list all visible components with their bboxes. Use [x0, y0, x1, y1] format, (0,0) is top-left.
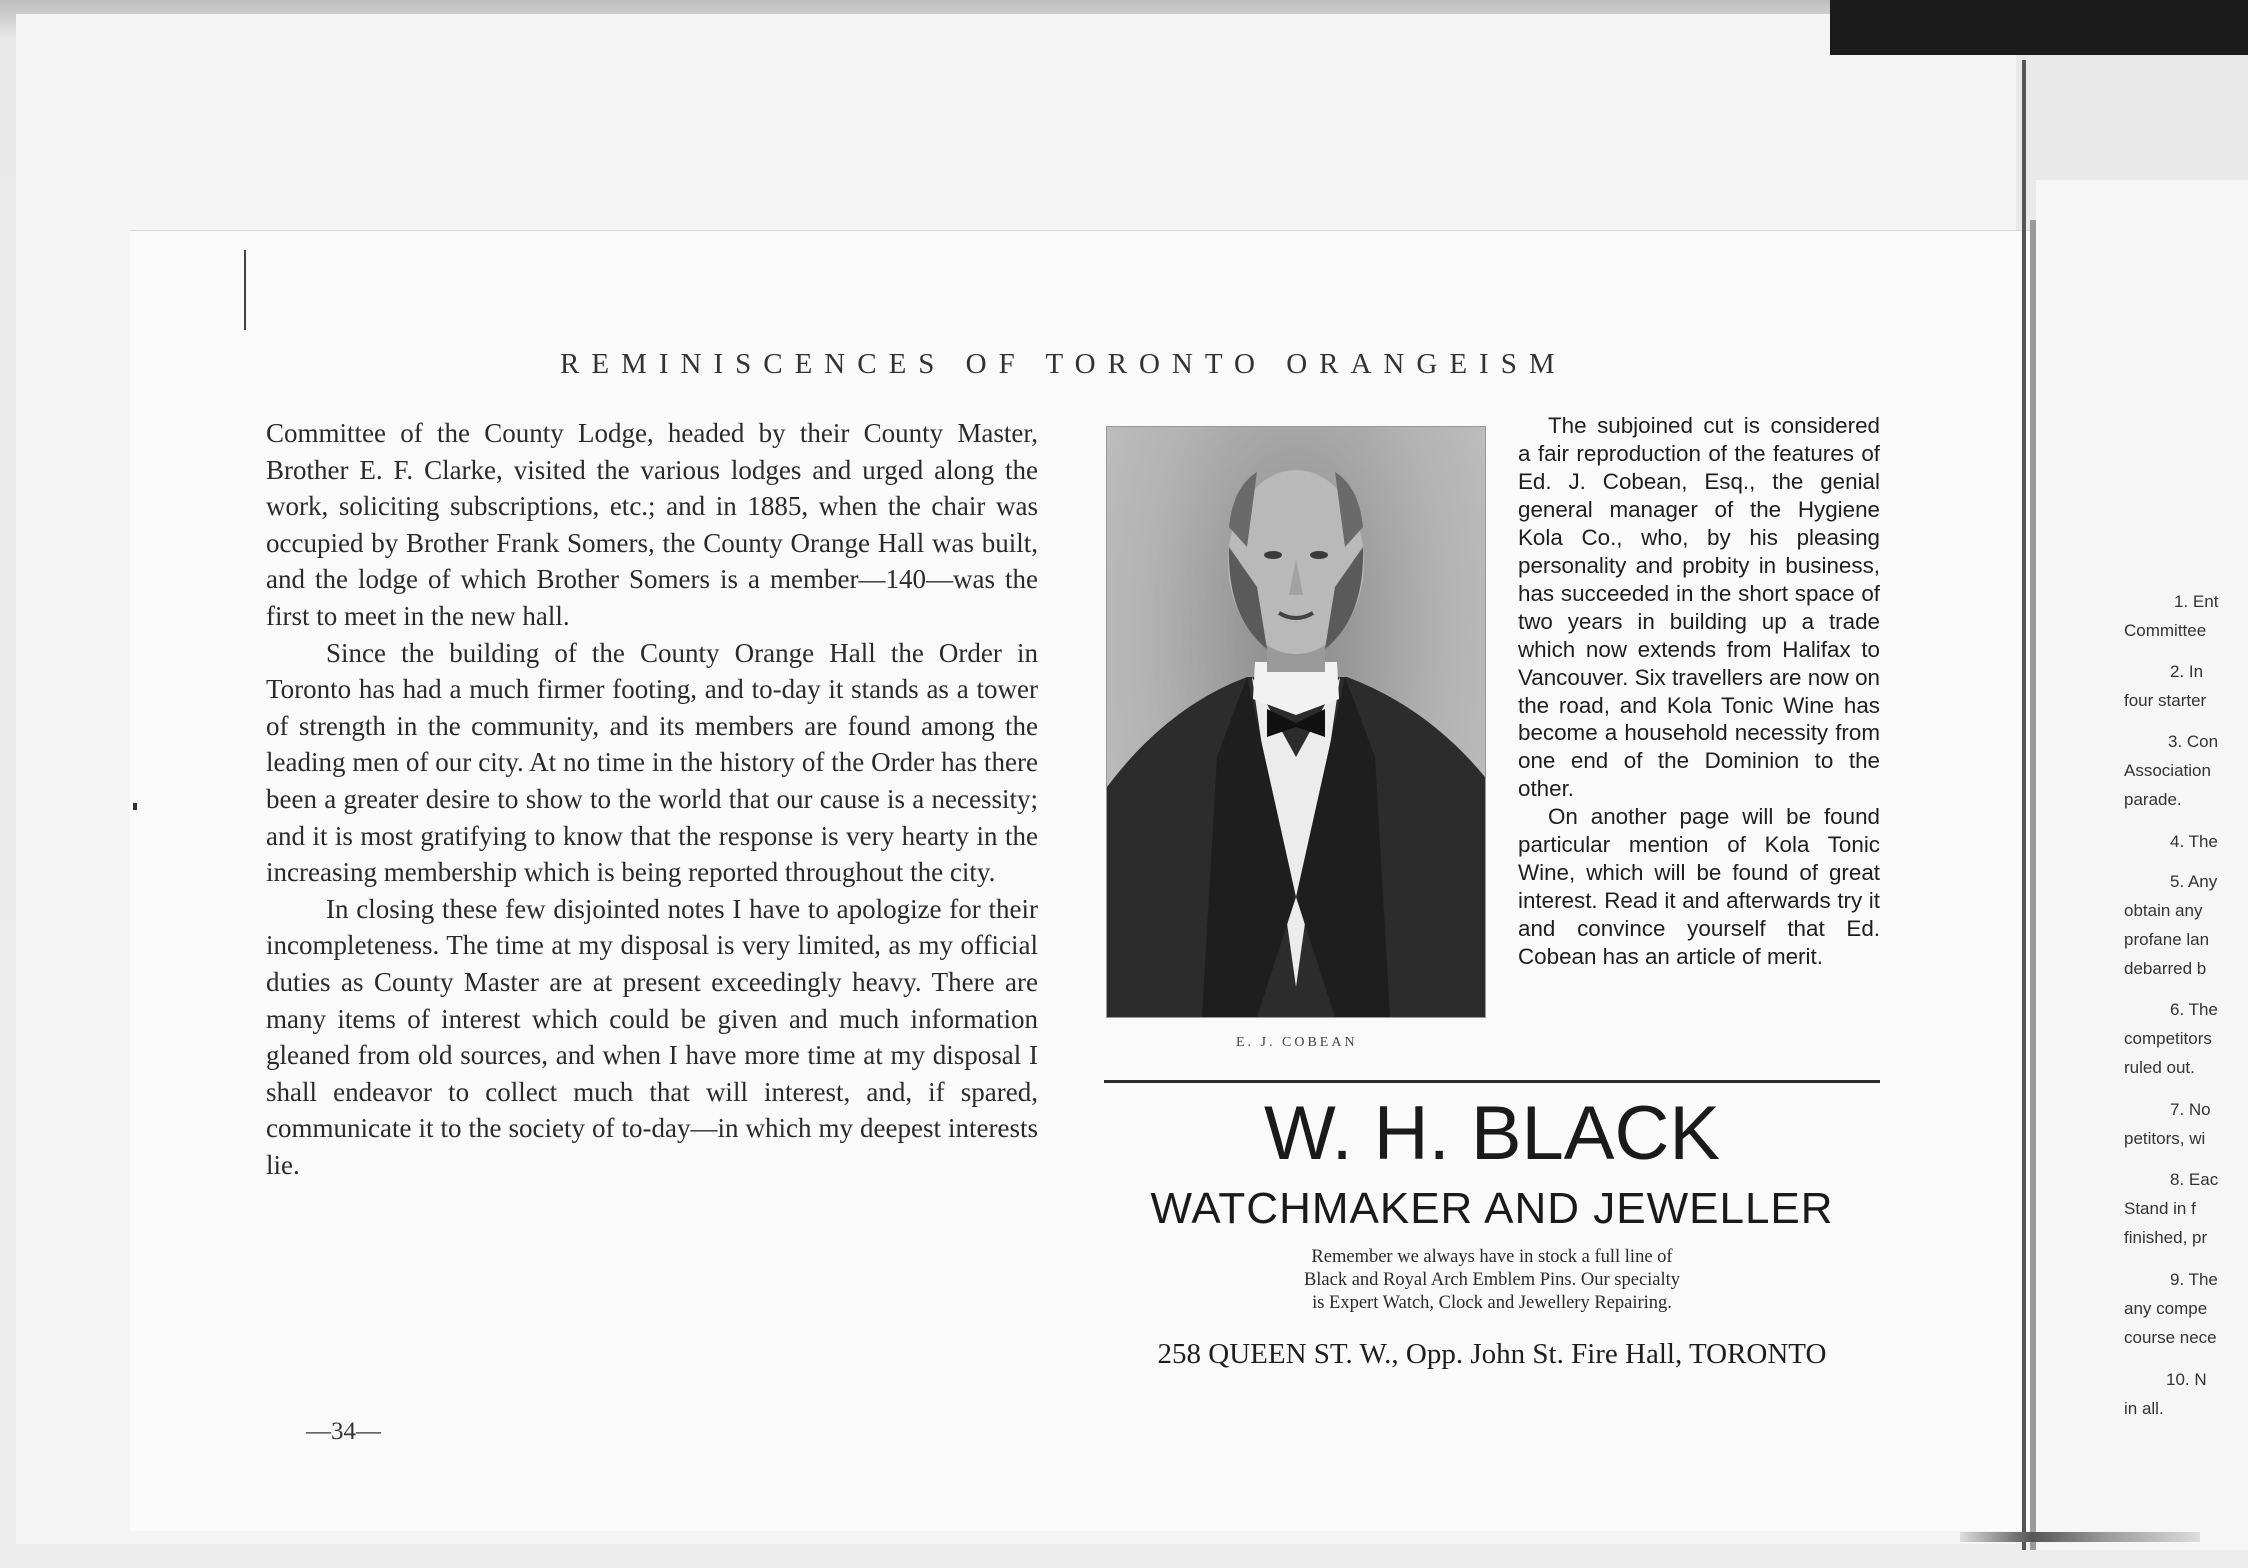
- rule-line: finished, pr: [2124, 1228, 2208, 1247]
- rule-line: any compe: [2124, 1299, 2208, 1318]
- advertiser-name: W. H. BLACK: [1263, 1091, 1721, 1176]
- portrait-caption: E. J. COBEAN: [1236, 1035, 1358, 1050]
- rule-line: 3. Con: [2168, 732, 2219, 751]
- portrait-photo: [1106, 426, 1486, 1018]
- ad-body-line: is Expert Watch, Clock and Jewellery Repairing.: [1312, 1293, 1672, 1313]
- article-paragraph-3: In closing these few disjointed notes I have to apologize for their incompleteness. The time at my disposal is very limited, as my official duties as County Master are at present exceedingly heavy. There are many items of interest which could be given and much information gleaned from old sources, and when I have more time at my disposal I shall endeavor to collect much that will interest, and, if spared, communicate it to the society of to-day—in which my deepest interests lie.: [266, 893, 1038, 1180]
- rule-line: obtain any: [2124, 901, 2203, 920]
- rule-line: 1. Ent: [2174, 592, 2219, 611]
- article-paragraph-1: Committee of the County Lodge, headed by their County Master, Brother E. F. Clarke, visited the various lodges and urged along the work, soliciting subscriptions, etc.; and in 1885, when the chair was occupied by Brother Frank Somers, the County Orange Hall was built, and the lodge of which Brother Somers is a member—140—was the first to meet in the new hall.: [266, 418, 1038, 631]
- margin-dot: [133, 803, 137, 810]
- ad-body-line: Remember we always have in stock a full line of: [1311, 1247, 1673, 1267]
- rule-line: 7. No: [2170, 1100, 2211, 1119]
- rule-line: competitors: [2124, 1029, 2212, 1048]
- rule-line: 5. Any: [2170, 872, 2218, 891]
- rule-line: Committee: [2124, 621, 2207, 640]
- advertisement-rule: [1104, 1080, 1880, 1083]
- rule-line: 4. The: [2170, 832, 2218, 851]
- rule-line: Stand in f: [2124, 1199, 2196, 1218]
- rule-line: profane lan: [2124, 930, 2210, 949]
- rule-line: 2. In: [2170, 662, 2204, 681]
- page-gutter-shadow: [2030, 220, 2036, 1550]
- rule-line: 9. The: [2170, 1270, 2218, 1289]
- advertisement-body: [1180, 1246, 1804, 1315]
- advertiser-address: 258 QUEEN ST. W., Opp. John St. Fire Hall, TORONTO: [1157, 1338, 1827, 1370]
- rule-line: four starter: [2124, 691, 2207, 710]
- page-gutter-line: [2022, 60, 2026, 1550]
- advertiser-trade: WATCHMAKER AND JEWELLER: [1150, 1184, 1834, 1233]
- scan-smudge: [1960, 1532, 2200, 1542]
- article-paragraph-2: Since the building of the County Orange Hall the Order in Toronto has had a much firmer footing, and to-day it stands as a tower of strength in the community, and its members are found among the leading men of our city. At no time in the history of the Order has there been a greater desire to show to the world that our cause is a necessity; and it is most gratifying to know that the response is very hearty in the increasing membership which is being reported throughout the city.: [266, 637, 1038, 888]
- rule-line: debarred b: [2124, 959, 2207, 978]
- portrait-figure: [1107, 427, 1485, 1017]
- cobean-paragraph-2: On another page will be found particular mention of Kola Tonic Wine, which will be found of great interest. Read it and afterwards try it and convince yourself that Ed. Cobean has an article of merit.: [1518, 804, 1880, 970]
- rule-line: in all.: [2124, 1399, 2164, 1418]
- scan-edge-dark: [1830, 0, 2248, 55]
- cobean-paragraph-1: The subjoined cut is considered a fair reproduction of the features of Ed. J. Cobean, Esq., the genial general manager of the Hygiene Kola Co., who, by his pleasing personality and probity in business, has succeeded in the short space of two years in building up a trade which now extends from Halifax to Vancouver. Six travellers are now on the road, and Kola Tonic Wine has become a household necessity from one end of the Dominion to the other.: [1518, 413, 1880, 802]
- article-column-left: [266, 415, 1038, 1183]
- rule-line: petitors, wi: [2124, 1129, 2206, 1148]
- rule-line: ruled out.: [2124, 1058, 2195, 1077]
- page-number: —34—: [306, 1418, 381, 1445]
- rule-line: 6. The: [2170, 1000, 2218, 1019]
- rule-line: 8. Eac: [2170, 1170, 2219, 1189]
- running-header: REMINISCENCES OF TORONTO ORANGEISM: [560, 348, 1567, 380]
- rule-line: Association: [2124, 761, 2211, 780]
- rule-line: parade.: [2124, 790, 2182, 809]
- rule-line: course nece: [2124, 1328, 2217, 1347]
- ad-body-line: Black and Royal Arch Emblem Pins. Our specialty: [1303, 1270, 1681, 1290]
- rule-line: 10. N: [2166, 1370, 2207, 1389]
- margin-mark: [244, 250, 246, 330]
- article-column-right: [1518, 412, 1880, 971]
